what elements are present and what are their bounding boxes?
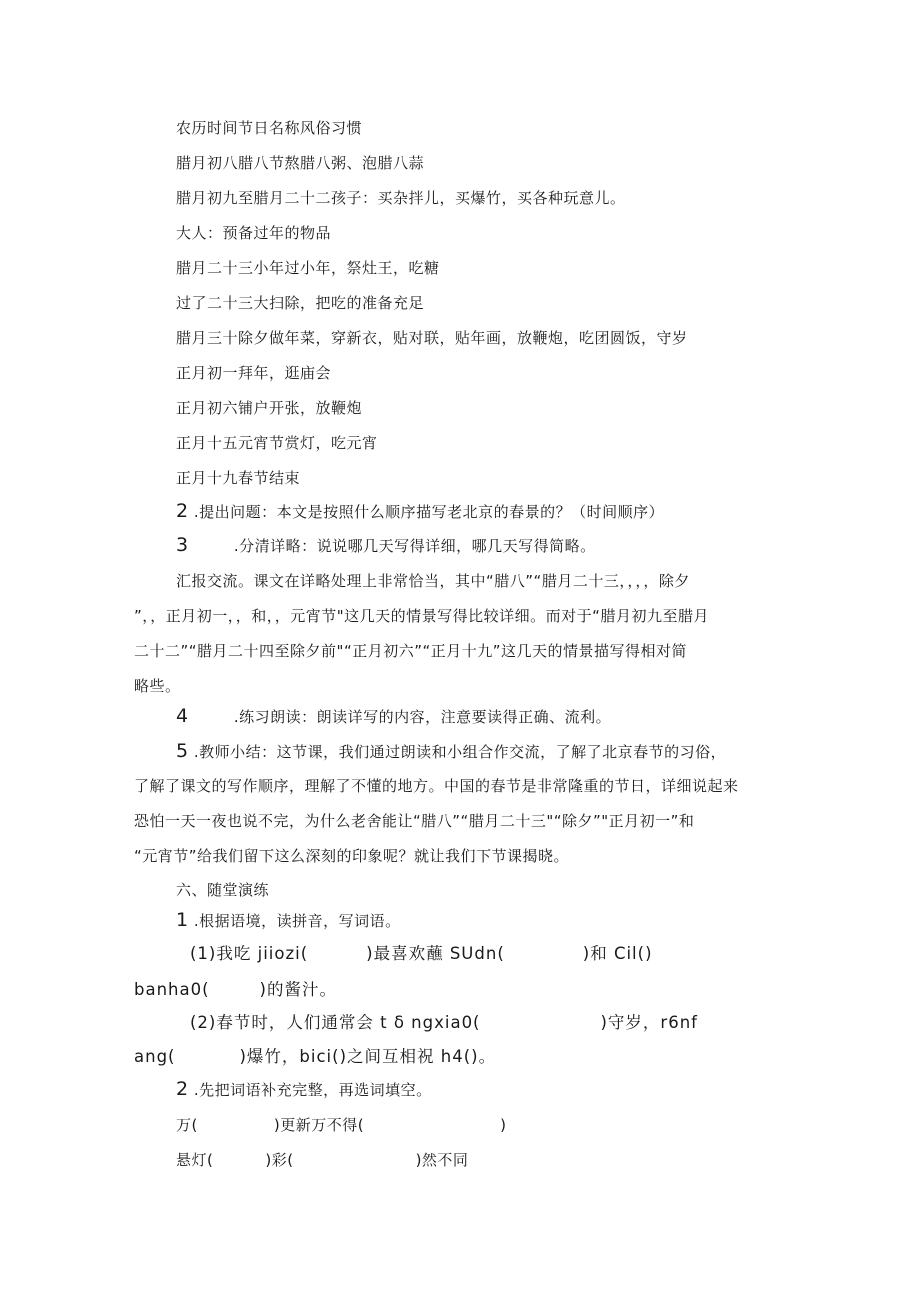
table-header: 农历时间节日名称风俗习惯: [176, 119, 363, 137]
calendar-row: 腊月初九至腊月二十二孩子：买杂拌儿，买爆竹，买各种玩意儿。: [176, 189, 626, 207]
step-text: .提出问题：本文是按照什么顺序描写老北京的春景的？（时间顺序）: [193, 503, 665, 521]
calendar-row: 过了二十三大扫除，把吃的准备充足: [176, 294, 425, 312]
q1-part: )最喜欢蘸 SUdn(: [366, 944, 505, 963]
summary-line: “元宵节”给我们留下这么深刻的印象呢？就让我们下节课揭晓。: [134, 847, 570, 865]
word-blank: )彩(: [265, 1151, 294, 1169]
q2-part: )爆竹，bici()之间互相祝 h4()。: [239, 1047, 497, 1066]
q1-part: )的酱汁。: [259, 980, 337, 999]
calendar-row: 正月初一拜年，逛庙会: [176, 364, 332, 382]
calendar-row: 腊月二十三小年过小年，祭灶王，吃糖: [176, 259, 440, 277]
ex2-row-2: [176, 1150, 468, 1170]
ex1-q1-line1: [190, 944, 653, 964]
calendar-row: 腊月三十除夕做年菜，穿新衣，贴对联，贴年画，放鞭炮，吃团圆饭，守岁: [176, 329, 688, 347]
step-text: .练习朗读：朗读详写的内容，注意要读得正确、流利。: [233, 708, 612, 726]
step-number: 3: [176, 534, 189, 556]
step-2: [176, 501, 664, 522]
exercise-1-title: [176, 910, 401, 931]
report-line: 略些。: [134, 677, 181, 695]
step-number: 2: [176, 500, 189, 522]
step-5: [176, 741, 726, 762]
q2-part: ang(: [134, 1047, 176, 1066]
word-blank: )然不同: [415, 1151, 469, 1169]
report-line: ”，，正月初一，，和，，元宵节"这几天的情景写得比较详细。而对于“腊月初九至腊月: [134, 607, 709, 625]
calendar-row: 大人：预备过年的物品: [176, 224, 332, 242]
ex2-row-1: [176, 1115, 506, 1135]
q2-part: (2)春节时，人们通常会 t δ ngxia0(: [190, 1013, 481, 1032]
q1-part: (1)我吃 jiiozi(: [190, 944, 309, 963]
q1-part: )和 Cil(): [582, 944, 653, 963]
q1-part: banha0(: [134, 980, 210, 999]
section-title: 六、随堂演练: [176, 881, 270, 899]
word-blank: )更新万不得(: [273, 1116, 365, 1134]
calendar-row: 正月十五元宵节赏灯，吃元宵: [176, 434, 378, 452]
calendar-row: 正月十九春节结束: [176, 469, 301, 487]
exercise-number: 2: [176, 1078, 189, 1100]
step-4: [176, 706, 611, 727]
word-blank: 万(: [176, 1116, 198, 1134]
summary-line: 了解了课文的写作顺序，理解了不懂的地方。中国的春节是非常隆重的节日，详细说起来: [134, 777, 739, 795]
step-number: 4: [176, 705, 189, 727]
word-blank: 悬灯(: [176, 1151, 214, 1169]
step-text: .分清详略：说说哪几天写得详细，哪几天写得简略。: [233, 537, 596, 555]
word-blank: ): [500, 1116, 507, 1134]
q2-part: )守岁，r6nf: [600, 1013, 698, 1032]
ex1-q1-line2: [134, 980, 337, 1000]
summary-line: 恐怕一天一夜也说不完，为什么老舍能让“腊八”“腊月二十三"“除夕”"正月初一”和: [134, 812, 695, 830]
exercise-2-title: [176, 1079, 432, 1100]
calendar-row: 正月初六铺户开张，放鞭炮: [176, 399, 363, 417]
report-line: 二十二”“腊月二十四至除夕前"“正月初六”“正月十九”这几天的情景描写得相对简: [134, 642, 688, 660]
step-text: .教师小结：这节课，我们通过朗读和小组合作交流，了解了北京春节的习俗，: [193, 743, 727, 761]
ex1-q2-line1: [190, 1013, 698, 1033]
exercise-text: .先把词语补充完整，再选词填空。: [193, 1081, 432, 1099]
exercise-text: .根据语境，读拼音，写词语。: [193, 912, 401, 930]
exercise-number: 1: [176, 909, 189, 931]
calendar-row: 腊月初八腊八节熬腊八粥、泡腊八蒜: [176, 154, 425, 172]
report-line: 汇报交流。课文在详略处理上非常恰当，其中“腊八”“腊月二十三，，，，除夕: [176, 572, 690, 590]
ex1-q2-line2: [134, 1047, 496, 1067]
step-3: [176, 535, 596, 556]
step-number: 5: [176, 740, 189, 762]
